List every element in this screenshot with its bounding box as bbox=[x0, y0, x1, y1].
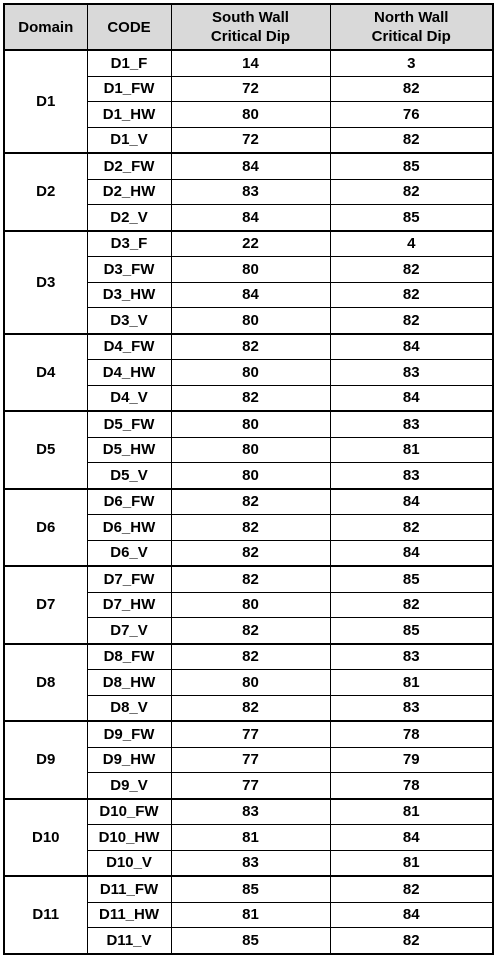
domain-cell: D2 bbox=[4, 153, 87, 231]
south-wall-dip-cell: 82 bbox=[171, 385, 330, 411]
code-cell: D7_HW bbox=[87, 592, 171, 618]
code-cell: D10_FW bbox=[87, 799, 171, 825]
north-wall-dip-cell: 83 bbox=[330, 411, 493, 437]
south-wall-dip-cell: 81 bbox=[171, 902, 330, 928]
code-cell: D6_V bbox=[87, 540, 171, 566]
south-wall-dip-cell: 77 bbox=[171, 721, 330, 747]
code-cell: D10_HW bbox=[87, 825, 171, 851]
table-row bbox=[4, 489, 493, 515]
code-cell: D6_FW bbox=[87, 489, 171, 515]
header-code: CODE bbox=[87, 4, 171, 50]
code-cell: D5_HW bbox=[87, 437, 171, 463]
code-cell: D6_HW bbox=[87, 515, 171, 541]
code-cell: D11_HW bbox=[87, 902, 171, 928]
north-wall-dip-cell: 4 bbox=[330, 231, 493, 257]
south-wall-dip-cell: 80 bbox=[171, 670, 330, 696]
domain-cell: D11 bbox=[4, 876, 87, 954]
header-south-line2: Critical Dip bbox=[210, 28, 291, 45]
north-wall-dip-cell: 84 bbox=[330, 489, 493, 515]
code-cell: D4_FW bbox=[87, 334, 171, 360]
south-wall-dip-cell: 82 bbox=[171, 489, 330, 515]
header-north-wall bbox=[330, 4, 493, 50]
domain-cell: D1 bbox=[4, 50, 87, 153]
south-wall-dip-cell: 80 bbox=[171, 308, 330, 334]
south-wall-dip-cell: 72 bbox=[171, 127, 330, 153]
north-wall-dip-cell: 82 bbox=[330, 179, 493, 205]
south-wall-dip-cell: 82 bbox=[171, 540, 330, 566]
domain-cell: D9 bbox=[4, 721, 87, 799]
code-cell: D4_HW bbox=[87, 360, 171, 386]
header-north-line2: Critical Dip bbox=[371, 28, 451, 45]
south-wall-dip-cell: 77 bbox=[171, 773, 330, 799]
code-cell: D3_HW bbox=[87, 282, 171, 308]
north-wall-dip-cell: 82 bbox=[330, 928, 493, 954]
south-wall-dip-cell: 22 bbox=[171, 231, 330, 257]
header-domain: Domain bbox=[4, 4, 87, 50]
south-wall-dip-cell: 83 bbox=[171, 850, 330, 876]
code-cell: D8_HW bbox=[87, 670, 171, 696]
north-wall-dip-cell: 84 bbox=[330, 385, 493, 411]
north-wall-dip-cell: 79 bbox=[330, 747, 493, 773]
south-wall-dip-cell: 82 bbox=[171, 618, 330, 644]
code-cell: D7_FW bbox=[87, 566, 171, 592]
south-wall-dip-cell: 80 bbox=[171, 360, 330, 386]
code-cell: D3_FW bbox=[87, 257, 171, 283]
header-row bbox=[4, 4, 493, 50]
table-row bbox=[4, 231, 493, 257]
table-row bbox=[4, 334, 493, 360]
south-wall-dip-cell: 80 bbox=[171, 411, 330, 437]
code-cell: D5_FW bbox=[87, 411, 171, 437]
code-cell: D4_V bbox=[87, 385, 171, 411]
south-wall-dip-cell: 83 bbox=[171, 799, 330, 825]
north-wall-dip-cell: 85 bbox=[330, 205, 493, 231]
header-north-line1: North Wall bbox=[374, 9, 449, 26]
code-cell: D9_HW bbox=[87, 747, 171, 773]
code-cell: D8_V bbox=[87, 695, 171, 721]
code-cell: D10_V bbox=[87, 850, 171, 876]
table-header bbox=[4, 4, 493, 50]
north-wall-dip-cell: 83 bbox=[330, 463, 493, 489]
domain-cell: D3 bbox=[4, 231, 87, 334]
table-row bbox=[4, 411, 493, 437]
south-wall-dip-cell: 82 bbox=[171, 644, 330, 670]
south-wall-dip-cell: 80 bbox=[171, 463, 330, 489]
north-wall-dip-cell: 78 bbox=[330, 721, 493, 747]
domain-cell: D10 bbox=[4, 799, 87, 877]
header-south-wall bbox=[171, 4, 330, 50]
code-cell: D1_HW bbox=[87, 102, 171, 128]
domain-cell: D6 bbox=[4, 489, 87, 567]
table-row bbox=[4, 876, 493, 902]
north-wall-dip-cell: 84 bbox=[330, 902, 493, 928]
table-row bbox=[4, 721, 493, 747]
domain-cell: D8 bbox=[4, 644, 87, 722]
south-wall-dip-cell: 82 bbox=[171, 695, 330, 721]
table-row bbox=[4, 799, 493, 825]
south-wall-dip-cell: 85 bbox=[171, 928, 330, 954]
code-cell: D2_V bbox=[87, 205, 171, 231]
south-wall-dip-cell: 85 bbox=[171, 876, 330, 902]
north-wall-dip-cell: 81 bbox=[330, 670, 493, 696]
code-cell: D5_V bbox=[87, 463, 171, 489]
south-wall-dip-cell: 72 bbox=[171, 76, 330, 102]
code-cell: D7_V bbox=[87, 618, 171, 644]
north-wall-dip-cell: 81 bbox=[330, 799, 493, 825]
north-wall-dip-cell: 85 bbox=[330, 618, 493, 644]
code-cell: D1_FW bbox=[87, 76, 171, 102]
north-wall-dip-cell: 81 bbox=[330, 850, 493, 876]
domain-cell: D4 bbox=[4, 334, 87, 412]
domain-cell: D5 bbox=[4, 411, 87, 489]
north-wall-dip-cell: 83 bbox=[330, 360, 493, 386]
code-cell: D11_V bbox=[87, 928, 171, 954]
code-cell: D3_V bbox=[87, 308, 171, 334]
north-wall-dip-cell: 82 bbox=[330, 76, 493, 102]
code-cell: D9_V bbox=[87, 773, 171, 799]
table-row bbox=[4, 153, 493, 179]
north-wall-dip-cell: 82 bbox=[330, 127, 493, 153]
north-wall-dip-cell: 85 bbox=[330, 566, 493, 592]
north-wall-dip-cell: 81 bbox=[330, 437, 493, 463]
north-wall-dip-cell: 82 bbox=[330, 308, 493, 334]
north-wall-dip-cell: 84 bbox=[330, 825, 493, 851]
table-row bbox=[4, 566, 493, 592]
north-wall-dip-cell: 82 bbox=[330, 876, 493, 902]
table-row bbox=[4, 644, 493, 670]
south-wall-dip-cell: 84 bbox=[171, 282, 330, 308]
north-wall-dip-cell: 84 bbox=[330, 334, 493, 360]
north-wall-dip-cell: 82 bbox=[330, 515, 493, 541]
code-cell: D9_FW bbox=[87, 721, 171, 747]
code-cell: D8_FW bbox=[87, 644, 171, 670]
south-wall-dip-cell: 82 bbox=[171, 566, 330, 592]
south-wall-dip-cell: 82 bbox=[171, 515, 330, 541]
south-wall-dip-cell: 80 bbox=[171, 437, 330, 463]
domain-cell: D7 bbox=[4, 566, 87, 644]
north-wall-dip-cell: 85 bbox=[330, 153, 493, 179]
table-row bbox=[4, 50, 493, 76]
south-wall-dip-cell: 84 bbox=[171, 153, 330, 179]
south-wall-dip-cell: 84 bbox=[171, 205, 330, 231]
south-wall-dip-cell: 81 bbox=[171, 825, 330, 851]
north-wall-dip-cell: 76 bbox=[330, 102, 493, 128]
north-wall-dip-cell: 3 bbox=[330, 50, 493, 76]
critical-dip-table bbox=[3, 3, 494, 955]
north-wall-dip-cell: 82 bbox=[330, 592, 493, 618]
north-wall-dip-cell: 83 bbox=[330, 644, 493, 670]
north-wall-dip-cell: 83 bbox=[330, 695, 493, 721]
north-wall-dip-cell: 82 bbox=[330, 257, 493, 283]
code-cell: D2_HW bbox=[87, 179, 171, 205]
north-wall-dip-cell: 82 bbox=[330, 282, 493, 308]
south-wall-dip-cell: 77 bbox=[171, 747, 330, 773]
south-wall-dip-cell: 83 bbox=[171, 179, 330, 205]
table-body bbox=[4, 50, 493, 954]
north-wall-dip-cell: 84 bbox=[330, 540, 493, 566]
south-wall-dip-cell: 80 bbox=[171, 102, 330, 128]
south-wall-dip-cell: 80 bbox=[171, 592, 330, 618]
south-wall-dip-cell: 82 bbox=[171, 334, 330, 360]
north-wall-dip-cell: 78 bbox=[330, 773, 493, 799]
code-cell: D11_FW bbox=[87, 876, 171, 902]
code-cell: D1_F bbox=[87, 50, 171, 76]
header-south-line1: South Wall bbox=[212, 9, 289, 26]
south-wall-dip-cell: 14 bbox=[171, 50, 330, 76]
south-wall-dip-cell: 80 bbox=[171, 257, 330, 283]
code-cell: D3_F bbox=[87, 231, 171, 257]
code-cell: D2_FW bbox=[87, 153, 171, 179]
code-cell: D1_V bbox=[87, 127, 171, 153]
